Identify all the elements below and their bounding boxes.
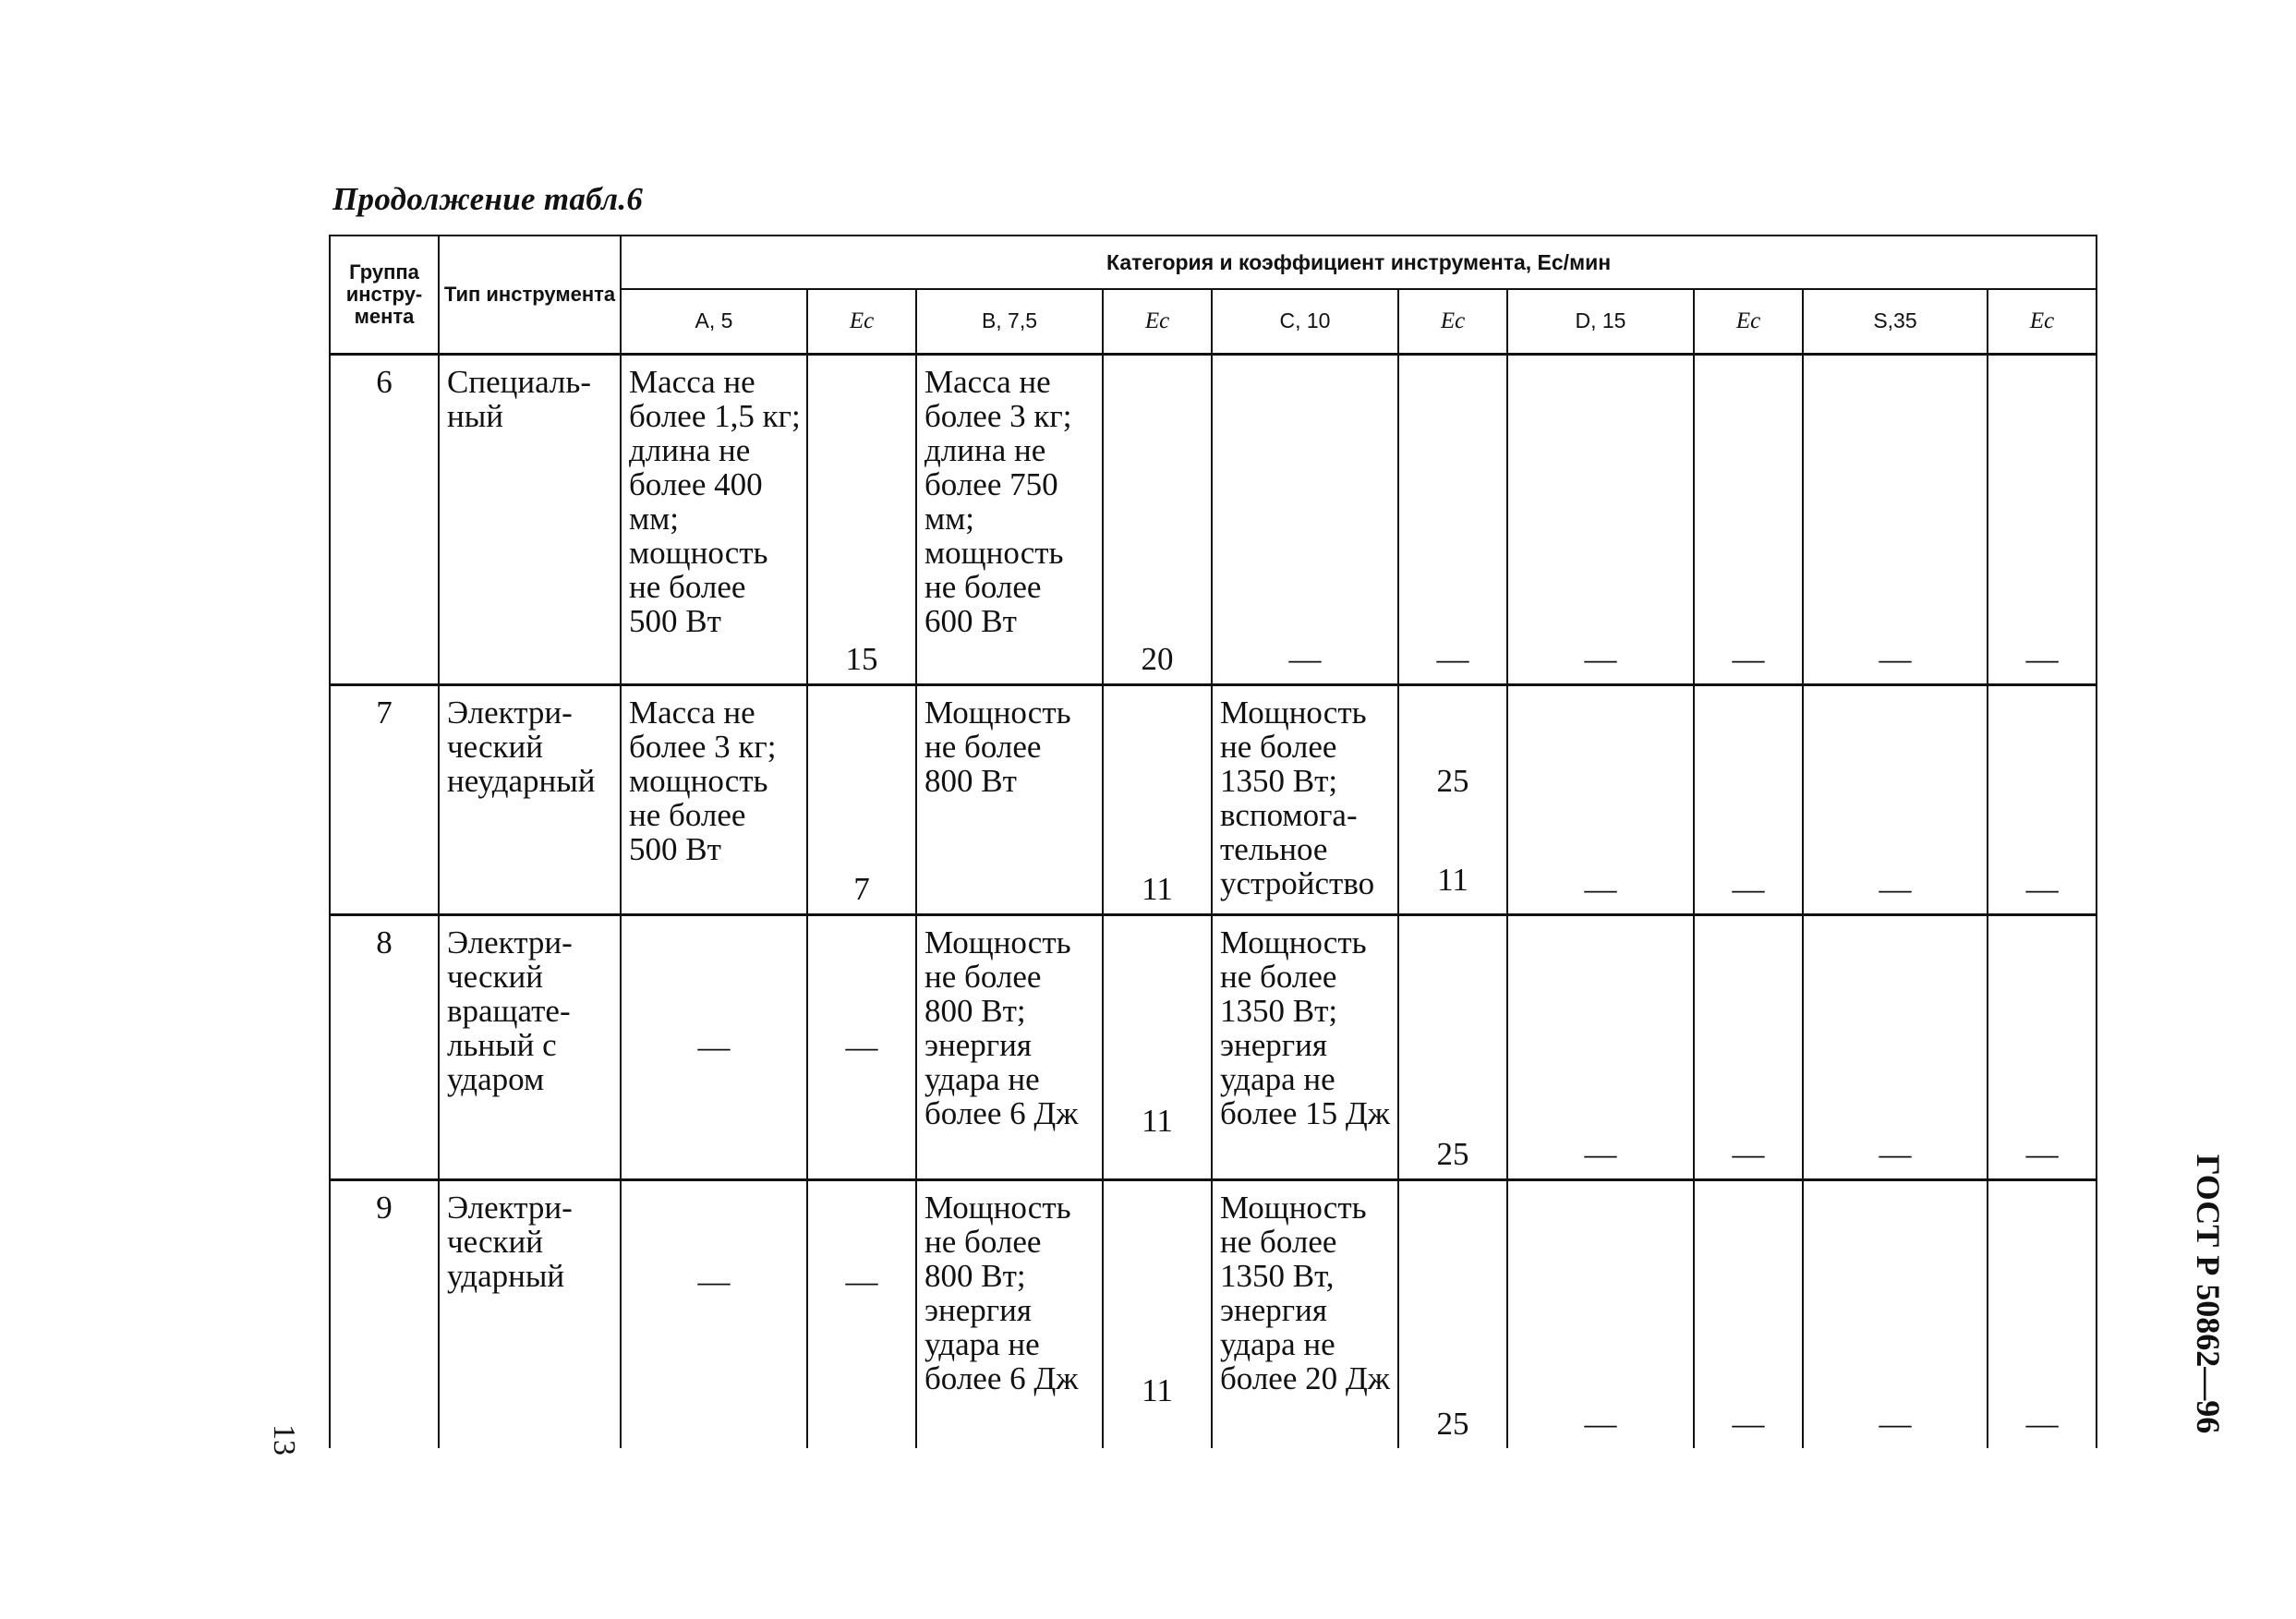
header-group: Группа инстру- мента [330, 236, 439, 354]
cell-s: — [1803, 915, 1988, 1180]
cell-b: Масса не более 3 кг; длина не более 750 мм; мощность не более 600 Вт [916, 354, 1103, 685]
header-col-d: D, 15 [1507, 289, 1694, 354]
cell-es: — [1988, 915, 2097, 1180]
header-col-s: S,35 [1803, 289, 1988, 354]
cell-ec: 25 [1398, 1179, 1507, 1448]
cell-b: Мощность не более 800 Вт; энергия удара не более 6 Дж [916, 915, 1103, 1180]
cell-d: — [1507, 354, 1694, 685]
header-col-ed: Eс [1694, 289, 1803, 354]
cell-ed: — [1694, 354, 1803, 685]
table-row [330, 915, 2097, 1180]
row-type: Электри- ческий ударный [439, 1179, 621, 1448]
cell-c: Мощность не более 1350 Вт, энергия удара не более 20 Дж [1212, 1179, 1398, 1448]
row-type: Электри- ческий неударный [439, 685, 621, 915]
page-number: 13 [267, 1424, 301, 1456]
row-group: 6 [330, 354, 439, 685]
cell-ed: — [1694, 915, 1803, 1180]
header-col-ea: Eс [807, 289, 916, 354]
cell-s: — [1803, 685, 1988, 915]
cell-ec-main: 25 [1436, 763, 1469, 800]
cell-ec: 25 [1398, 915, 1507, 1180]
header-col-b: B, 7,5 [916, 289, 1103, 354]
table-row [330, 354, 2097, 685]
cell-c: — [1212, 354, 1398, 685]
row-group: 7 [330, 685, 439, 915]
header-type: Тип инструмента [439, 236, 621, 354]
instrument-table [329, 235, 2097, 1448]
cell-s: — [1803, 354, 1988, 685]
cell-eb: 11 [1103, 685, 1212, 915]
cell-ec-aux: 11 [1437, 862, 1468, 899]
cell-es: — [1988, 354, 2097, 685]
row-type: Электри- ческий вращате- льный с ударом [439, 915, 621, 1180]
row-group: 9 [330, 1179, 439, 1448]
header-col-eb: Eс [1103, 289, 1212, 354]
cell-ec [1398, 685, 1507, 915]
cell-ea: 7 [807, 685, 916, 915]
header-col-c: C, 10 [1212, 289, 1398, 354]
cell-ea: 15 [807, 354, 916, 685]
cell-ed: — [1694, 1179, 1803, 1448]
cell-d: — [1507, 915, 1694, 1180]
cell-ea: — [807, 1179, 916, 1448]
cell-ed: — [1694, 685, 1803, 915]
header-category: Категория и коэффициент инструмента, Eс/мин [621, 236, 2097, 289]
table-row [330, 1179, 2097, 1448]
cell-es: — [1988, 1179, 2097, 1448]
cell-a: — [621, 915, 807, 1180]
cell-eb: 20 [1103, 354, 1212, 685]
header-col-a: A, 5 [621, 289, 807, 354]
cell-a: Масса не более 1,5 кг; длина не более 400 мм; мощность не более 500 Вт [621, 354, 807, 685]
cell-a: Масса не более 3 кг; мощность не более 500 Вт [621, 685, 807, 915]
cell-a: — [621, 1179, 807, 1448]
header-col-es: Eс [1988, 289, 2097, 354]
row-type: Специаль- ный [439, 354, 621, 685]
cell-c: Мощность не более 1350 Вт; энергия удара не более 15 Дж [1212, 915, 1398, 1180]
cell-d: — [1507, 685, 1694, 915]
cell-eb: 11 [1103, 915, 1212, 1180]
cell-c: Мощность не более 1350 Вт; вспомога- тельное устройство [1212, 685, 1398, 915]
cell-es: — [1988, 685, 2097, 915]
table-caption: Продолжение табл.6 [332, 181, 644, 217]
cell-b: Мощность не более 800 Вт; энергия удара не более 6 Дж [916, 1179, 1103, 1448]
cell-ec: — [1398, 354, 1507, 685]
document-code: ГОСТ Р 50862—96 [2190, 1154, 2228, 1434]
table-row [330, 685, 2097, 915]
row-group: 8 [330, 915, 439, 1180]
cell-eb: 11 [1103, 1179, 1212, 1448]
cell-ea: — [807, 915, 916, 1180]
cell-s: — [1803, 1179, 1988, 1448]
header-col-ec: Eс [1398, 289, 1507, 354]
cell-d: — [1507, 1179, 1694, 1448]
cell-b: Мощность не более 800 Вт [916, 685, 1103, 915]
